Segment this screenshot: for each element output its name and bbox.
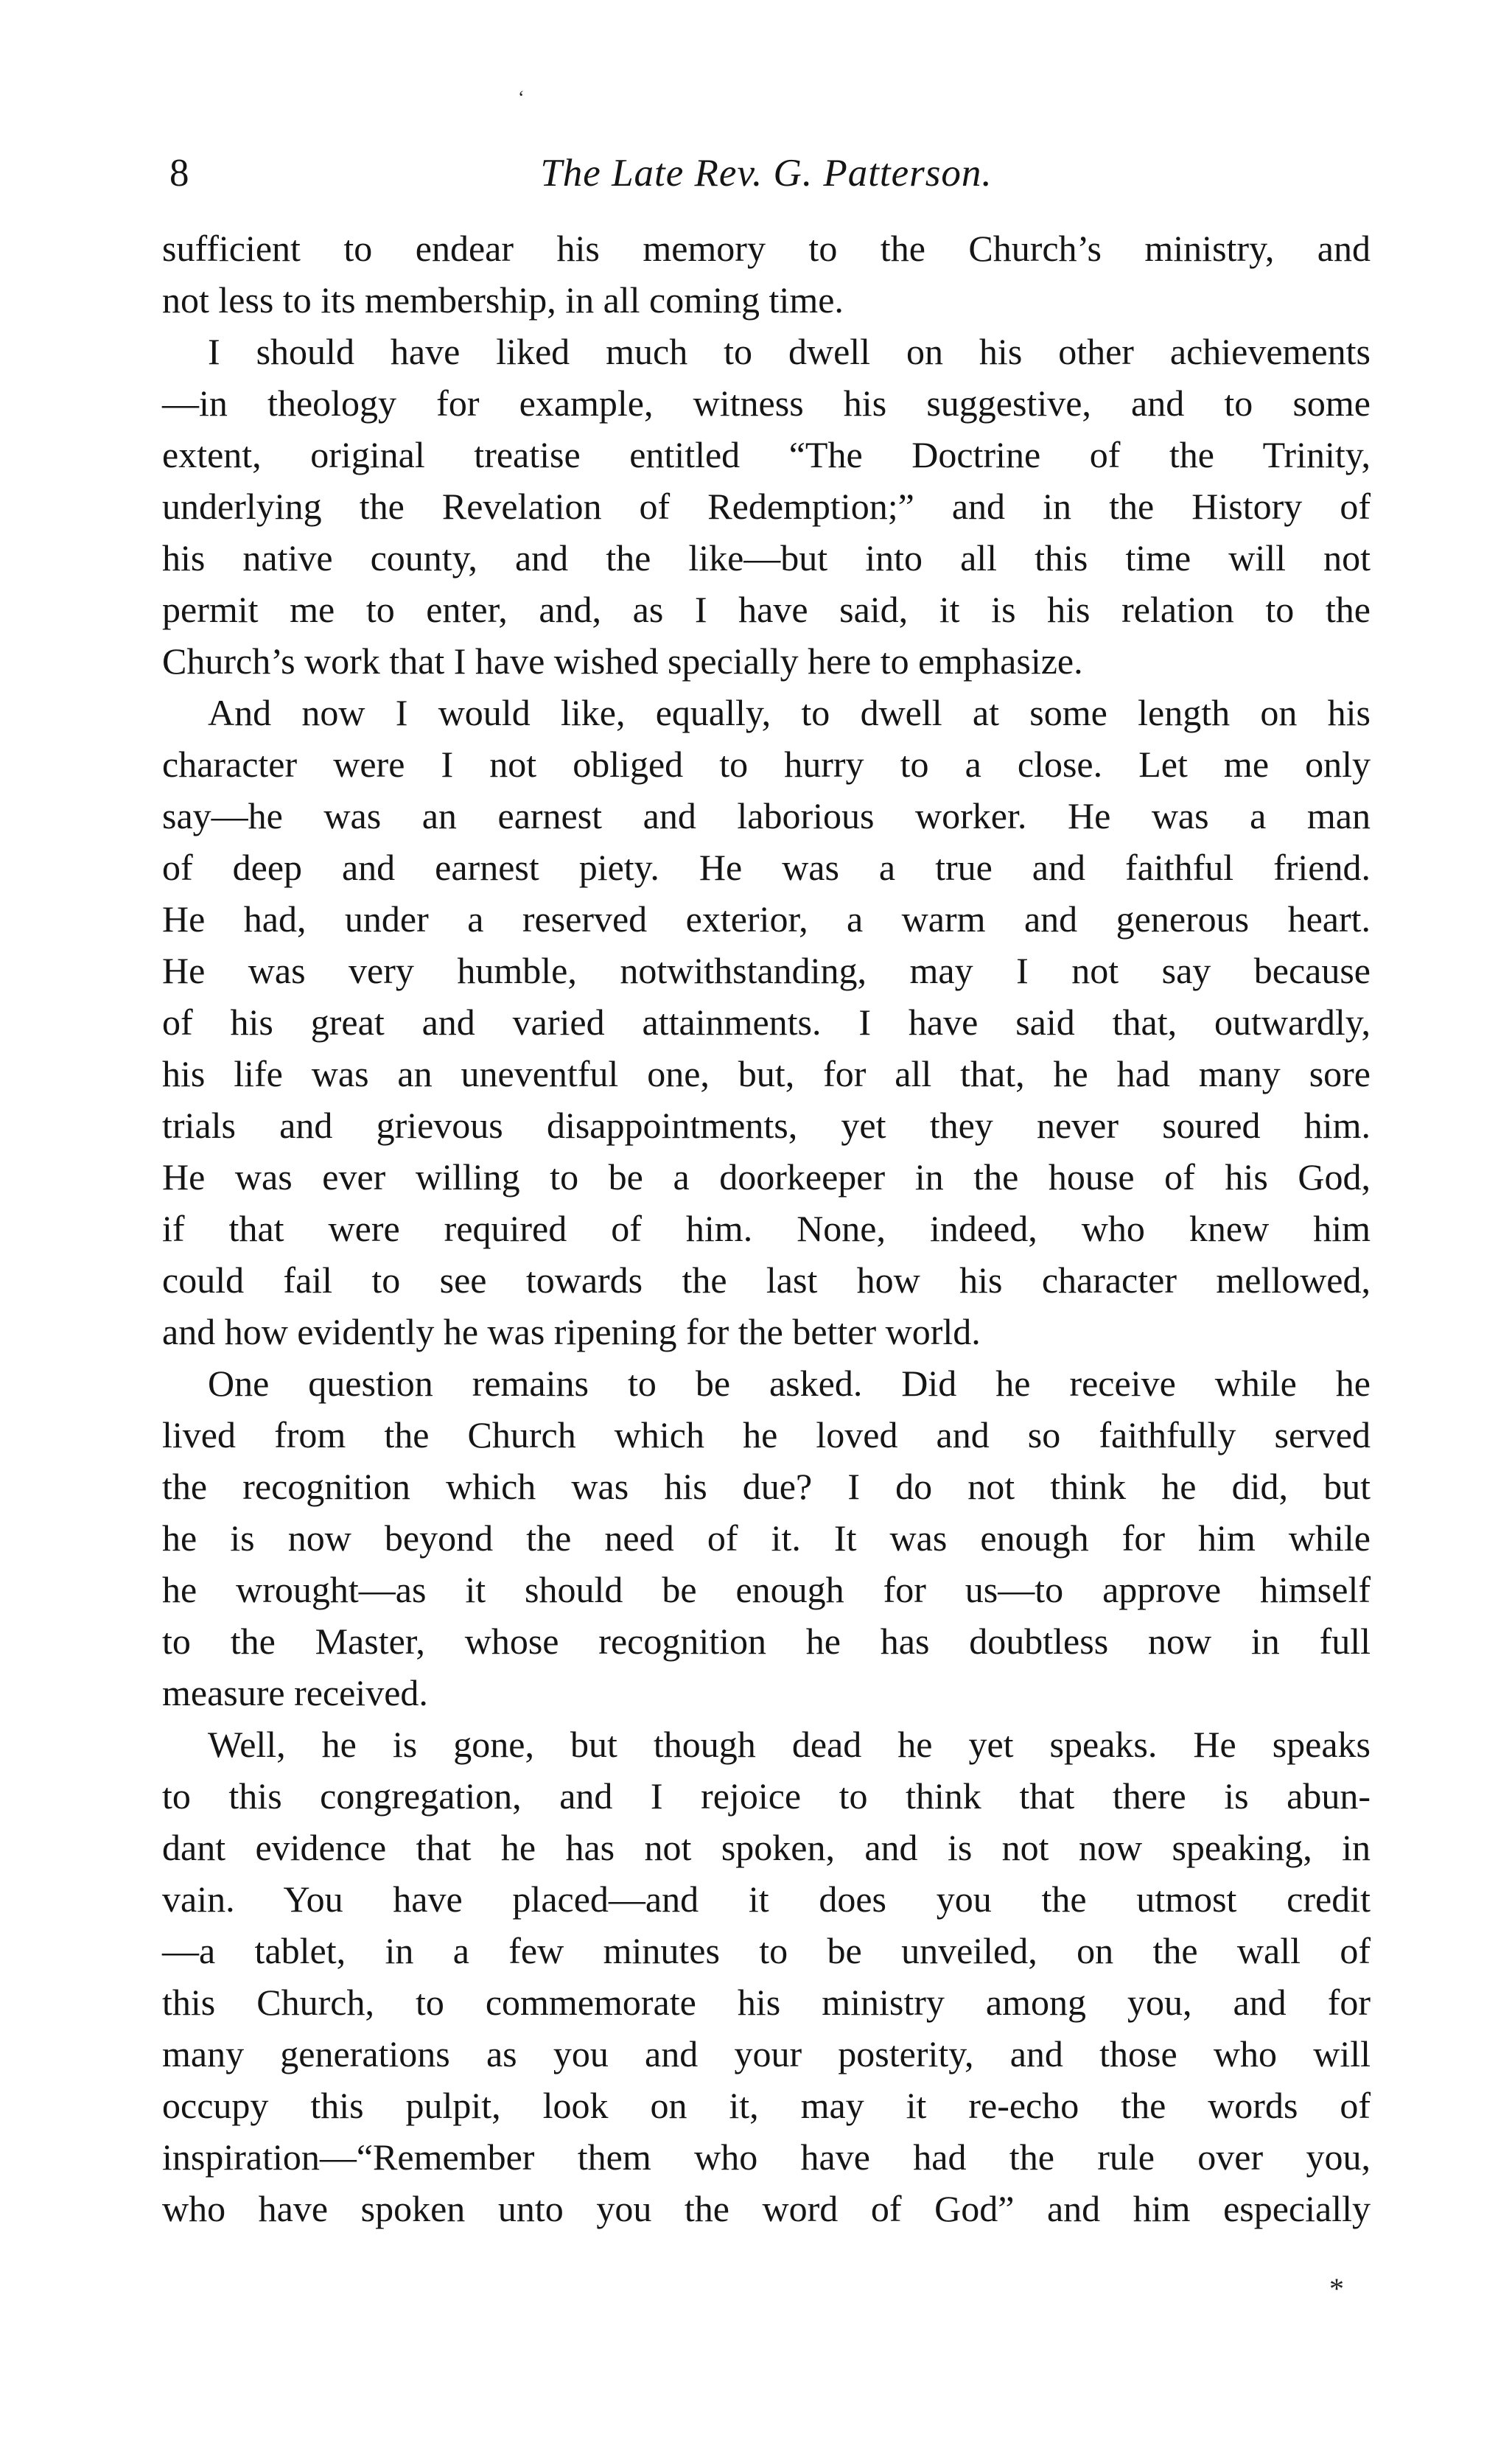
text-line: occupy this pulpit, look on it, may it re-echo the words of — [162, 2085, 1371, 2126]
text-line: inspiration—“Remember them who have had the rule over you, — [162, 2136, 1371, 2178]
text-line: sufficient to endear his memory to the Church’s ministry, and — [162, 228, 1371, 269]
text-line: and how evidently he was ripening for the better world. — [162, 1311, 981, 1352]
text-line: extent, original treatise entitled “The Doctrine of the Trinity, — [162, 434, 1371, 475]
running-title: The Late Rev. G. Patterson. — [540, 152, 993, 195]
page — [162, 140, 1371, 2234]
text-line: —a tablet, in a few minutes to be unveiled, on the wall of — [162, 1930, 1371, 1971]
text-line: say—he was an earnest and laborious worker. He was a man — [162, 795, 1371, 836]
text-line: his native county, and the like—but into all this time will not — [162, 537, 1371, 578]
text-line: this Church, to commemorate his ministry among you, and for — [162, 1982, 1371, 2023]
text-line: Well, he is gone, but though dead he yet speaks. He speaks — [208, 1724, 1371, 1765]
text-line: vain. You have placed—and it does you the utmost credit — [162, 1878, 1371, 1920]
paragraph-2 — [162, 326, 1371, 687]
text-line: underlying the Revelation of Redemption;” and in the History of — [162, 486, 1371, 527]
paragraph-1 — [162, 223, 1371, 326]
text-line: —in theology for example, witness his suggestive, and to some — [162, 382, 1371, 424]
text-line: not less to its membership, in all coming time. — [162, 279, 844, 321]
text-line: of his great and varied attainments. I have said that, outwardly, — [162, 1001, 1371, 1043]
text-line: He had, under a reserved exterior, a warm and generous heart. — [162, 898, 1371, 940]
text-line: Church’s work that I have wished specially here to emphasize. — [162, 640, 1083, 682]
text-line: he wrought—as it should be enough for us—to approve himself — [162, 1569, 1371, 1610]
text-line: who have spoken unto you the word of God” and him especially — [162, 2188, 1371, 2229]
text-line: He was ever willing to be a doorkeeper in the house of his God, — [162, 1156, 1371, 1198]
text-line: to the Master, whose recognition he has doubtless now in full — [162, 1621, 1371, 1662]
text-line: trials and grievous disappointments, yet they never soured him. — [162, 1105, 1371, 1146]
text-line: lived from the Church which he loved and so faithfully served — [162, 1414, 1371, 1455]
text-line: And now I would like, equally, to dwell at some length on his — [208, 692, 1371, 733]
text-line: permit me to enter, and, as I have said, it is his relation to the — [162, 589, 1371, 630]
page-number: 8 — [169, 152, 189, 195]
body-text — [162, 223, 1371, 2234]
text-line: character were I not obliged to hurry to a close. Let me only — [162, 744, 1371, 785]
text-line: measure received. — [162, 1672, 428, 1713]
stray-mark-top: ‘ — [518, 87, 525, 108]
text-line: I should have liked much to dwell on his other achievements — [208, 331, 1371, 372]
text-line: to this congregation, and I rejoice to think that there is abun- — [162, 1775, 1371, 1817]
text-line: the recognition which was his due? I do not think he did, but — [162, 1466, 1371, 1507]
text-line: he is now beyond the need of it. It was enough for him while — [162, 1517, 1371, 1559]
text-line: many generations as you and your posterity, and those who will — [162, 2033, 1371, 2074]
stray-mark-bottom: * — [1329, 2272, 1344, 2305]
text-line: if that were required of him. None, indeed, who knew him — [162, 1208, 1371, 1249]
text-line: his life was an uneventful one, but, for all that, he had many sore — [162, 1053, 1371, 1094]
text-line: could fail to see towards the last how his character mellowed, — [162, 1259, 1371, 1301]
paragraph-5 — [162, 1719, 1371, 2234]
paragraph-3 — [162, 687, 1371, 1357]
paragraph-4 — [162, 1357, 1371, 1719]
text-line: He was very humble, notwithstanding, may I not say because — [162, 950, 1371, 991]
text-line: of deep and earnest piety. He was a true and faithful friend. — [162, 847, 1371, 888]
running-head — [162, 140, 1371, 206]
text-line: One question remains to be asked. Did he receive while he — [208, 1363, 1371, 1404]
text-line: dant evidence that he has not spoken, and is not now speaking, in — [162, 1827, 1371, 1868]
